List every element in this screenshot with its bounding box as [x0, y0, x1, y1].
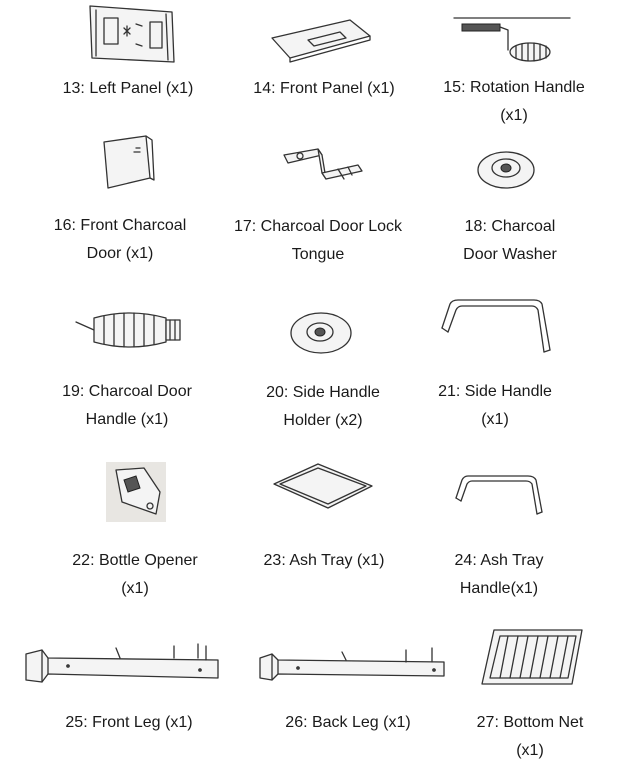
part-21-caption: 21: Side Handle (x1) [438, 383, 552, 428]
part-13-caption: 13: Left Panel (x1) [62, 80, 194, 97]
part-17-caption: 17: Charcoal Door Lock Tongue [233, 218, 403, 263]
bottle-opener-icon [106, 462, 166, 522]
charcoal-door-handle-icon [74, 308, 186, 354]
part-15-caption: 15: Rotation Handle (x1) [443, 79, 585, 124]
ash-tray-handle-icon [452, 472, 546, 520]
part-27-caption: 27: Bottom Net (x1) [476, 714, 584, 759]
part-26-caption: 26: Back Leg (x1) [285, 714, 411, 731]
left-panel-icon [86, 4, 178, 66]
part-14-caption: 14: Front Panel (x1) [253, 80, 395, 97]
bottom-net-icon [480, 626, 584, 688]
part-24-caption: 24: Ash Tray Handle(x1) [454, 552, 544, 597]
part-20-caption: 20: Side Handle Holder (x2) [266, 384, 380, 429]
part-18-caption: 18: Charcoal Door Washer [463, 218, 557, 263]
part-16-caption: 16: Front Charcoal Door (x1) [53, 217, 187, 262]
front-panel-icon [268, 18, 372, 62]
side-handle-icon [436, 296, 556, 358]
side-handle-holder-icon [288, 310, 354, 356]
part-25-caption: 25: Front Leg (x1) [65, 714, 193, 731]
back-leg-icon [258, 642, 448, 682]
charcoal-door-lock-tongue-icon [278, 145, 368, 195]
rotation-handle-icon [452, 16, 572, 66]
part-19-caption: 19: Charcoal Door Handle (x1) [62, 383, 192, 428]
part-22-caption: 22: Bottle Opener (x1) [72, 552, 198, 597]
front-charcoal-door-icon [98, 134, 158, 194]
front-leg-icon [24, 640, 224, 684]
ash-tray-icon [270, 462, 376, 510]
part-23-caption: 23: Ash Tray (x1) [263, 552, 385, 569]
charcoal-door-washer-icon [474, 146, 538, 194]
